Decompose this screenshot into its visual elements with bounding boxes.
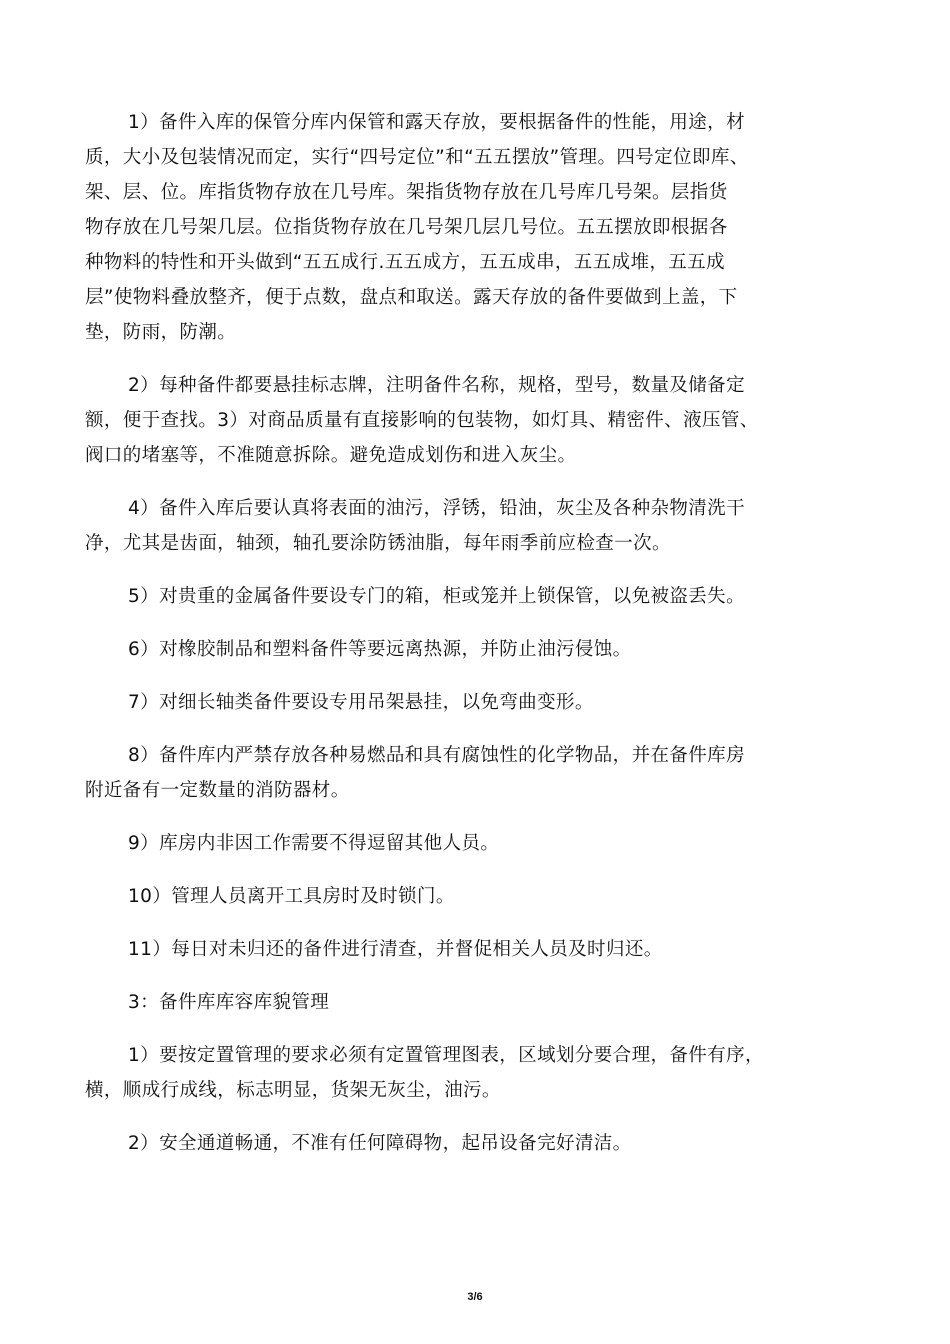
paragraph-line: 质，大小及包装情况而定，实行“四号定位”和“五五摆放”管理。四号定位即库、 <box>85 147 749 168</box>
paragraph-line: 架、层、位。库指货物存放在几号库。架指货物存放在几号库几号架。层指货 <box>85 182 728 203</box>
paragraph <box>85 632 870 667</box>
paragraph <box>85 685 870 720</box>
paragraph <box>85 579 870 614</box>
paragraph <box>85 879 870 914</box>
paragraph-line: 垫，防雨，防潮。 <box>85 322 237 343</box>
paragraph-line: 11）每日对未归还的备件进行清查，并督促相关人员及时归还。 <box>128 939 663 960</box>
page-number: 3/6 <box>467 1291 483 1303</box>
paragraph-line: 2）安全通道畅通，不准有任何障碍物，起吊设备完好清洁。 <box>128 1133 632 1154</box>
paragraph-line: 阀口的堵塞等，不准随意拆除。避免造成划伤和进入灰尘。 <box>85 445 577 466</box>
paragraph <box>85 932 870 967</box>
paragraph <box>85 738 870 808</box>
paragraph <box>85 985 870 1020</box>
paragraph-line: 5）对贵重的金属备件要设专门的箱，柜或笼并上锁保管，以免被盗丢失。 <box>128 586 745 607</box>
paragraph-line: 附近备有一定数量的消防器材。 <box>85 780 350 801</box>
paragraph-line: 横，顺成行成线，标志明显，货架无灰尘，油污。 <box>85 1080 501 1101</box>
paragraph <box>85 826 870 861</box>
paragraph <box>85 105 870 350</box>
paragraph <box>85 1038 870 1108</box>
paragraph-line: 3：备件库库容库貌管理 <box>128 992 330 1013</box>
paragraph <box>85 368 870 473</box>
paragraph-line: 4）备件入库后要认真将表面的油污，浮锈，铅油，灰尘及各种杂物清洗干 <box>128 498 745 519</box>
paragraph <box>85 1126 870 1161</box>
paragraph-line: 7）对细长轴类备件要设专用吊架悬挂，以免弯曲变形。 <box>128 692 594 713</box>
paragraph-line: 额，便于查找。3）对商品质量有直接影响的包装物，如灯具、精密件、液压管、 <box>85 410 759 431</box>
document-body <box>85 105 870 1179</box>
paragraph-line: 种物料的特性和开头做到“五五成行.五五成方，五五成串，五五成堆，五五成 <box>85 252 725 273</box>
paragraph-line: 2）每种备件都要悬挂标志牌，注明备件名称，规格，型号，数量及储备定 <box>128 375 745 396</box>
paragraph-line: 层”使物料叠放整齐，便于点数，盘点和取送。露天存放的备件要做到上盖，下 <box>85 287 738 308</box>
paragraph-line: 8）备件库内严禁存放各种易燃品和具有腐蚀性的化学物品，并在备件库房 <box>128 745 745 766</box>
paragraph-line: 物存放在几号架几层。位指货物存放在几号架几层几号位。五五摆放即根据各 <box>85 217 728 238</box>
paragraph-line: 10）管理人员离开工具房时及时锁门。 <box>128 886 455 907</box>
paragraph-line: 1）要按定置管理的要求必须有定置管理图表，区域划分要合理，备件有序， <box>128 1045 764 1066</box>
paragraph <box>85 491 870 561</box>
paragraph-line: 净，尤其是齿面，轴颈，轴孔要涂防锈油脂，每年雨季前应检查一次。 <box>85 533 671 554</box>
paragraph-line: 9）库房内非因工作需要不得逗留其他人员。 <box>128 833 500 854</box>
paragraph-line: 1）备件入库的保管分库内保管和露天存放，要根据备件的性能，用途，材 <box>128 112 745 133</box>
paragraph-line: 6）对橡胶制品和塑料备件等要远离热源，并防止油污侵蚀。 <box>128 639 632 660</box>
